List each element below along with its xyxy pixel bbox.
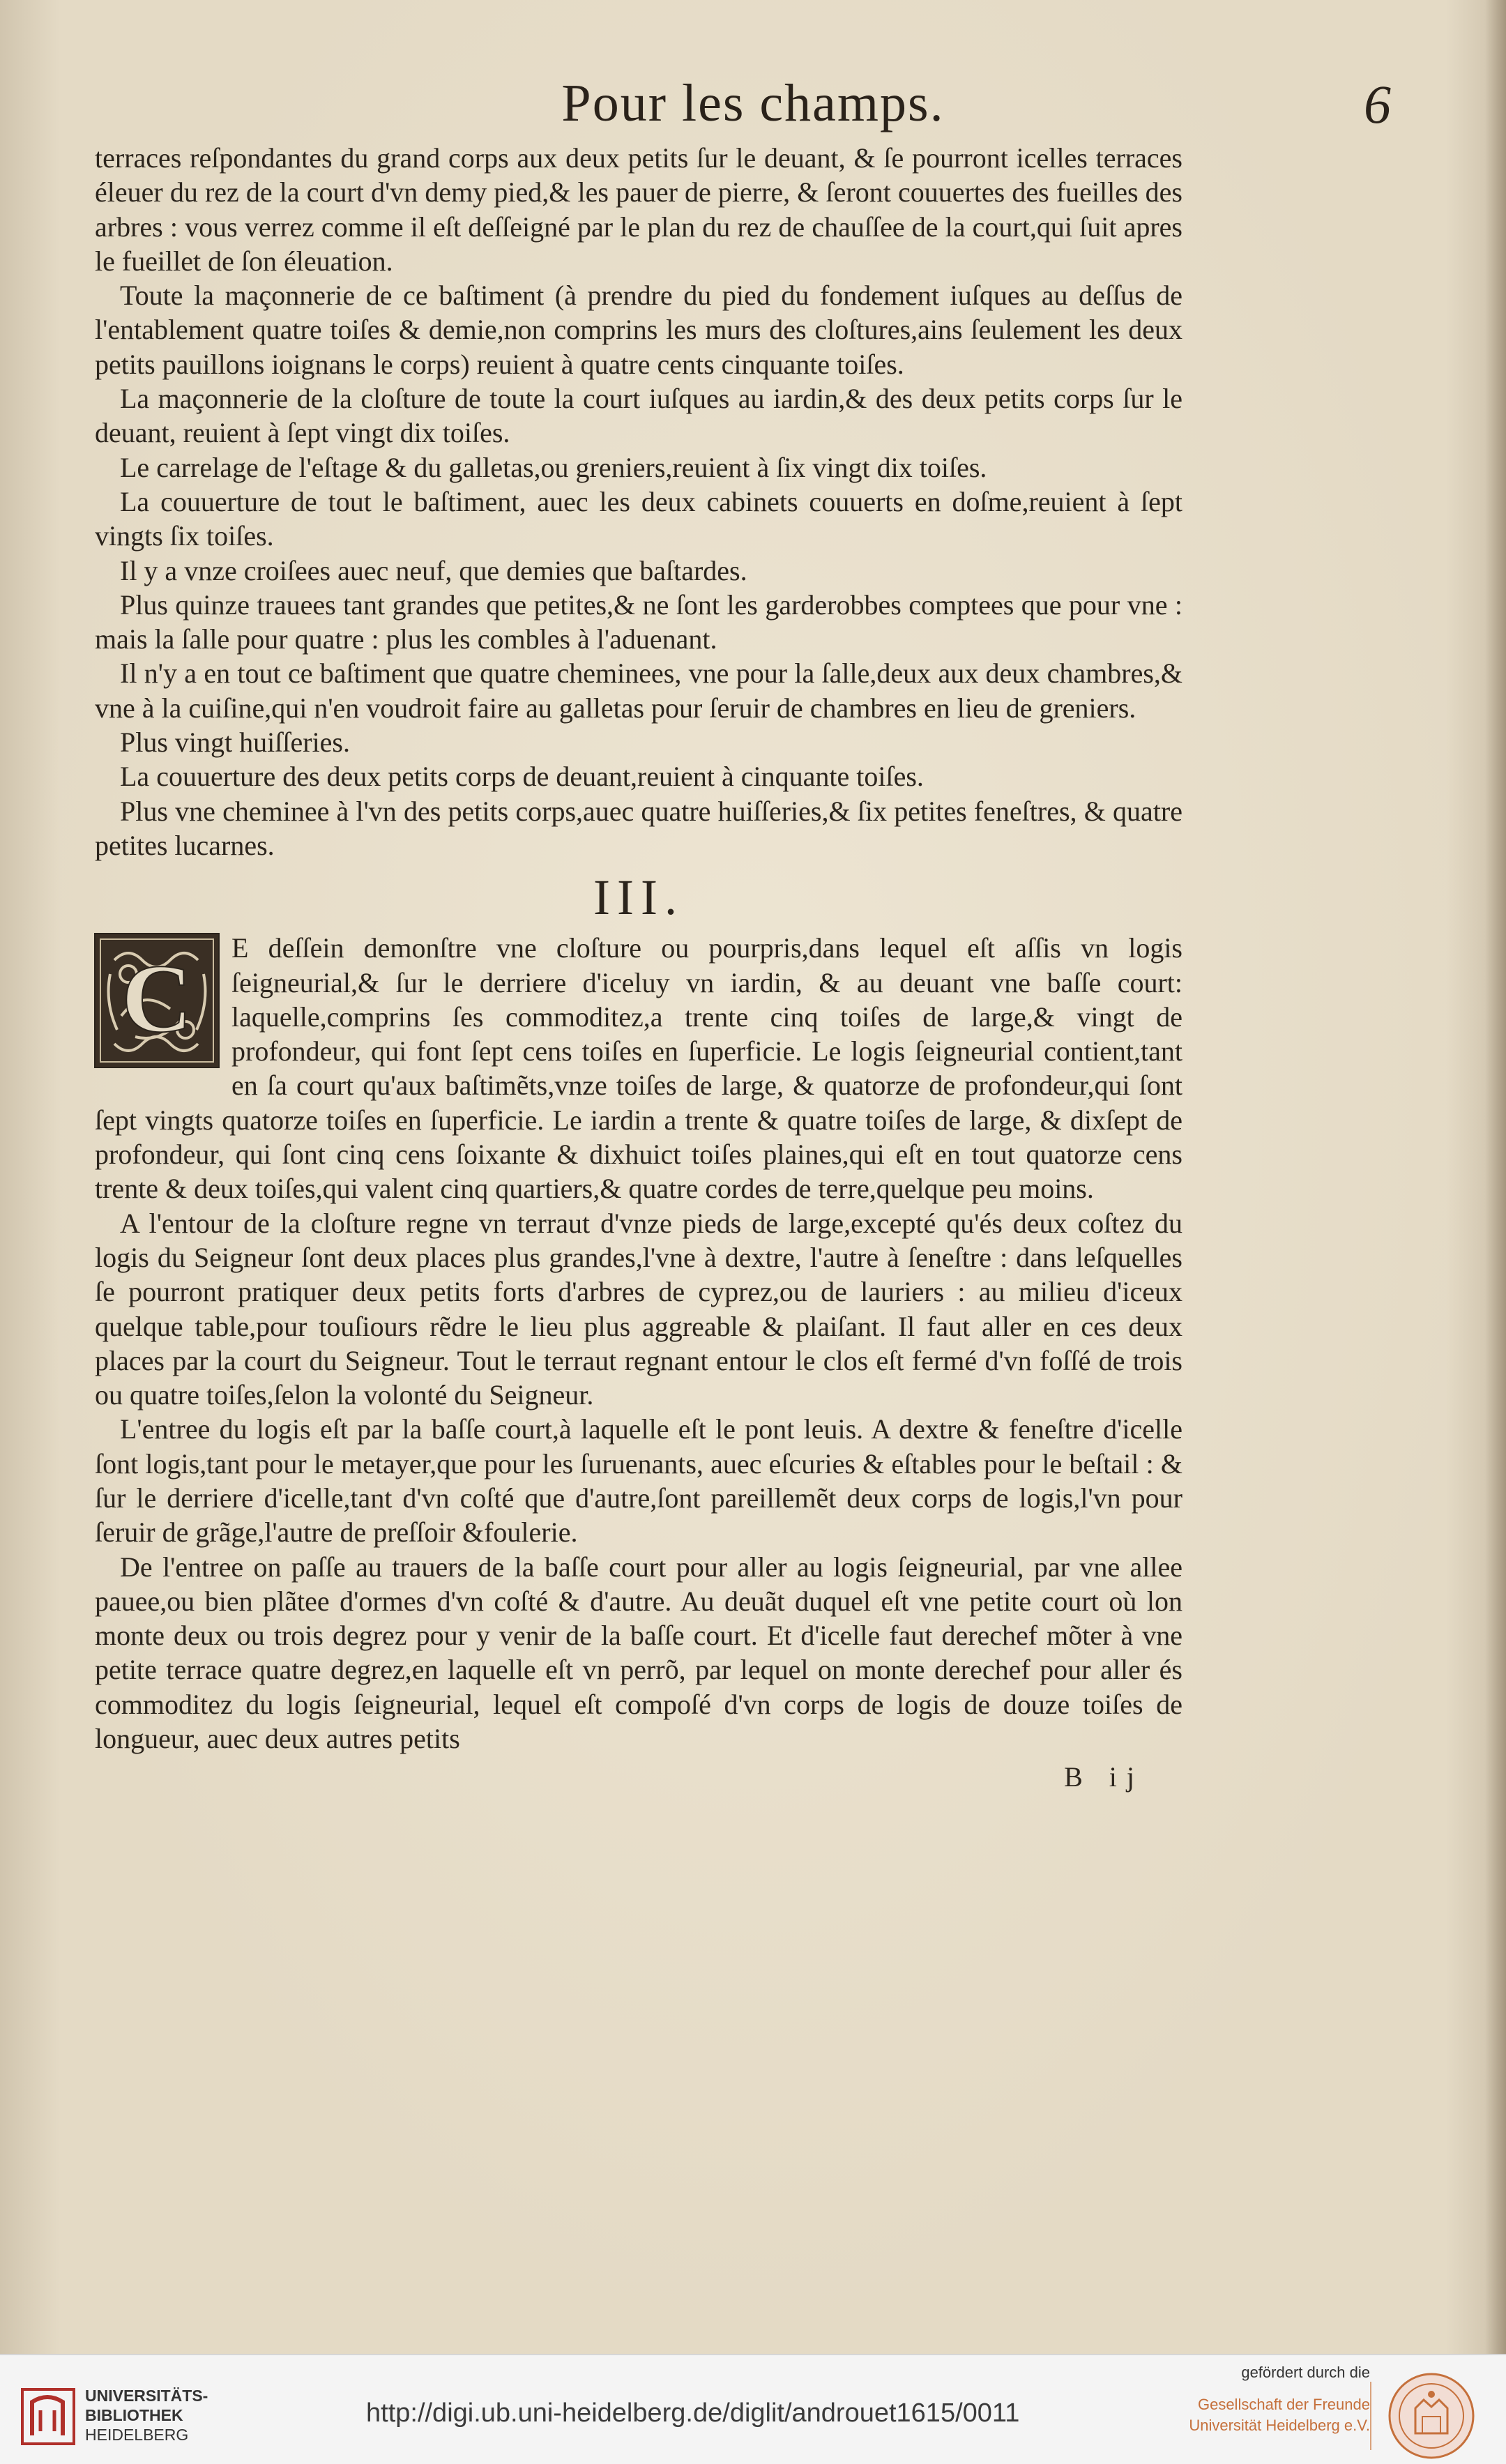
catchword-signature: B ij [1064, 1761, 1144, 1793]
paragraph: A l'entour de la cloſture regne vn terraut d'vnze pieds de large,excepté qu'és deux coſtez du logis du Seigneur ſont deux places plus grandes,l'vne à dextre, l'autre à ſeneſtre : dans leſquelles ſe pourront pratiquer deux petits forts d'arbres de cyprez,ou de lauriers : au milieu d'iceux quelque table,pour touſiours rẽdre le lieu plus aggreable & plaiſant. Il faut aller en ces deux places par la court du Seigneur. Tout le terraut regnant entour le clos eſt fermé d'vn foſſé de trois ou quatre toiſes,ſelon la volonté du Seigneur. [95, 1207, 1182, 1411]
sponsor-credit [1161, 2362, 1370, 2436]
paragraph: L'entree du logis eſt par la baſſe court,à laquelle eſt le pont leuis. A dextre & feneſtre d'icelle ſont logis,tant pour le metayer,que pour les ſuruenants, auec eſcuries & eſtables pour le beſtail : & ſur le derriere d'icelle,tant d'vn coſté que d'autre,ſont pareillemẽt deux corps de logis,l'vn pour ſeruir de grãge,l'autre de preſſoir &foulerie. [95, 1413, 1182, 1549]
sponsor-name-line: Universität Heidelberg e.V. [1189, 2417, 1370, 2434]
university-library-name [85, 2386, 208, 2444]
paragraph: Plus quinze trauees tant grandes que petites,& ne ſont les garderobbes comptees que pour vne : mais la ſalle pour quatre : plus les combles à l'aduenant. [95, 588, 1182, 655]
paragraph: terraces reſpondantes du grand corps aux deux petits ſur le deuant, & ſe pourront icelles terraces éleuer du rez de la court d'vn demy pied,& les pauer de pierre, & ſeront couuertes des fueilles des arbres : vous verrez comme il eſt deſſeigné par le plan du rez de chauſſee de la court,qui ſuit apres le fueillet de ſon éleuation. [95, 142, 1182, 277]
paragraph: Toute la maçonnerie de ce baſtiment (à prendre du pied du fondement iuſques au deſſus de l'entablement quatre toiſes & demie,non comprins les murs des cloſtures,ains ſeulement les deux petits pauillons ioignans le corps) reuient à quatre cents cinquante toiſes. [95, 280, 1182, 380]
paragraph: La couuerture des deux petits corps de deuant,reuient à cinquante toiſes. [120, 761, 924, 793]
drop-cap-letter: C [121, 945, 192, 1054]
paragraph: La maçonnerie de la cloſture de toute la court iuſques au iardin,& des deux petits corps ſur le deuant, reuient à ſept vingt dix toiſes. [95, 383, 1182, 449]
ornamental-drop-cap [93, 932, 220, 1069]
footer-divider [1370, 2382, 1371, 2450]
library-name-line: BIBLIOTHEK [85, 2406, 183, 2424]
sponsor-name-line: Gesellschaft der Freunde [1197, 2396, 1370, 2413]
university-seal-icon [1387, 2372, 1475, 2460]
library-name-line: UNIVERSITÄTS- [85, 2387, 208, 2405]
section-numeral: III. [593, 869, 684, 926]
paragraph: Il n'y a en tout ce baſtiment que quatre cheminees, vne pour la ſalle,deux aux deux chambres,& vne à la cuiſine,qui n'en voudroit faire au galletas pour ſeruir de chambres en lieu de greniers. [95, 657, 1182, 724]
folio-number: 6 [1364, 74, 1391, 135]
paragraph: Le carrelage de l'eſtage & du galletas,ou greniers,reuient à ſix vingt dix toiſes. [120, 451, 987, 483]
sponsor-label: gefördert durch die [1241, 2364, 1370, 2381]
paragraph: La couuerture de tout le baſtiment, auec les deux cabinets couuerts en doſme,reuient à ſept vingts ſix toiſes. [95, 485, 1182, 552]
running-title: Pour les champs. [561, 74, 945, 132]
paragraph: De l'entree on paſſe au trauers de la baſſe court pour aller au logis ſeigneurial, par vne allee pauee,ou bien plãtee d'ormes d'vn coſté & d'autre. Au deuãt duquel eſt vne petite court où lon monte deux ou trois degrez pour y venir de la baſſe court. Et d'icelle faut derechef mõter à vne petite terrace quatre degrez,en laquelle eſt vn perrõ, par lequel on monte derechef pour aller és commoditez du logis ſeigneurial, lequel eſt compoſé d'vn corps de logis de douze toiſes de longueur, auec deux autres petits [95, 1551, 1182, 1755]
library-name-line: HEIDELBERG [85, 2426, 189, 2444]
text-block [95, 141, 1182, 1795]
paragraph: Plus vingt huiſſeries. [120, 727, 350, 759]
university-library-logo-icon [20, 2387, 77, 2447]
paragraph: Plus vne cheminee à l'vn des petits corps,auec quatre huiſſeries,& ſix petites feneſtres, & quatre petites lucarnes. [95, 795, 1182, 861]
permalink-url[interactable]: http://digi.ub.uni-heidelberg.de/diglit/androuet1615/0011 [366, 2398, 1020, 2428]
drop-cap-ornament-icon [93, 932, 220, 1069]
paragraph: Il y a vnze croiſees auec neuf, que demies que baſtardes. [120, 554, 747, 586]
running-head [0, 73, 1506, 143]
page-edge-shadow [1485, 0, 1506, 2354]
paragraph: E deſſein demonſtre vne cloſture ou pourpris,dans lequel eſt aſſis vn logis ſeigneurial,& ſur le derriere d'iceluy vn iardin, & au deuant vne baſſe court: laquelle,comprins ſes commoditez,a trente cinq toiſes de large,& vingt de profondeur, qui font ſept cens toiſes en ſuperficie. Le logis ſeigneurial contient,tant en ſa court qu'aux baſtimẽts,vnze toiſes de large, & quatorze de profondeur,qui ſont ſept vingts quatorze toiſes en ſuperficie. Le iardin a trente & quatre toiſes de large, & dixſept de profondeur, qui ſont cinq cens ſoixante & dixhuict toiſes plaines,qui eſt en tout quatorze cens trente & deux toiſes,qui valent cinq quartiers,& quatre cordes de terre,quelque peu moins. [95, 932, 1182, 1205]
viewer-footer [0, 2354, 1506, 2464]
